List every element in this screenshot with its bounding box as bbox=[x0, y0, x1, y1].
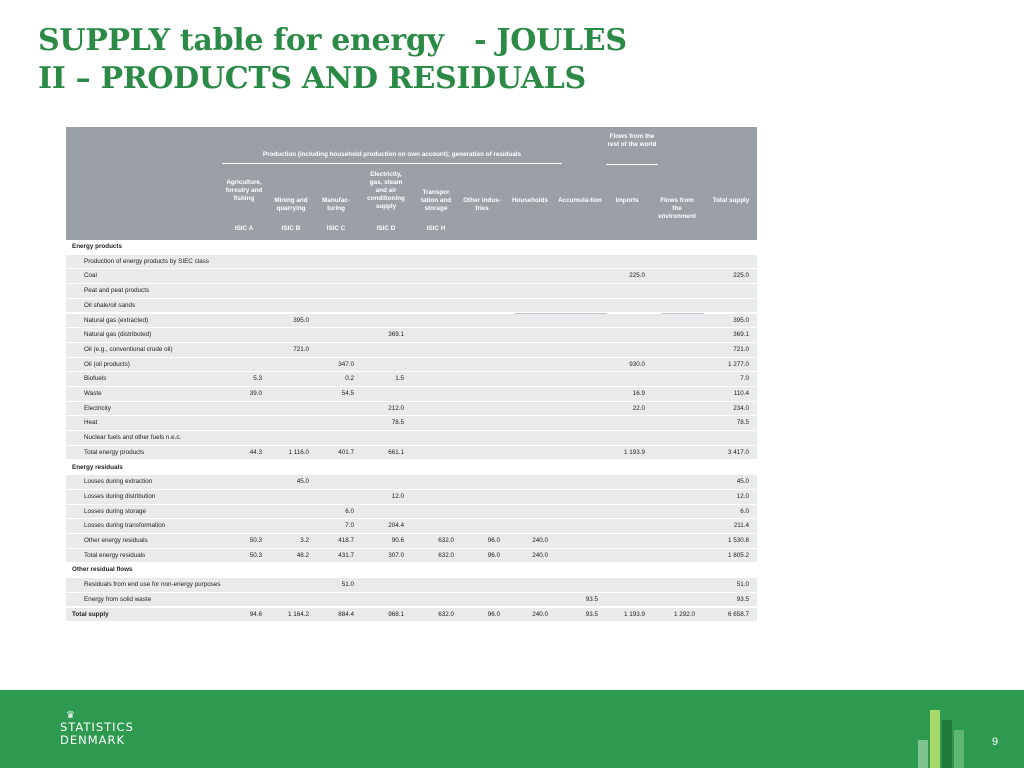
table-cell: 225.0 bbox=[629, 272, 645, 280]
table-cell: 204.4 bbox=[388, 522, 404, 530]
table-row bbox=[66, 328, 757, 343]
row-label: Losses during extraction bbox=[84, 478, 153, 486]
table-cell: 7.0 bbox=[345, 522, 354, 530]
table-cell: 234.0 bbox=[733, 404, 749, 412]
row-label: Electricity bbox=[84, 404, 111, 412]
row-label: Energy residuals bbox=[72, 463, 123, 471]
row-label: Other energy residuals bbox=[84, 537, 148, 544]
table-cell: 347.0 bbox=[338, 360, 354, 368]
table-header bbox=[66, 127, 757, 240]
column-header: Imports bbox=[615, 197, 639, 204]
table-cell: 632.0 bbox=[438, 610, 454, 618]
table-cell: 93.5 bbox=[585, 610, 598, 618]
table-row bbox=[66, 578, 757, 593]
table-cell: 1 164.2 bbox=[287, 610, 309, 618]
table-row bbox=[66, 490, 757, 505]
table-cell: 78.5 bbox=[736, 419, 749, 427]
table-cell: 12.0 bbox=[391, 492, 404, 500]
table-row bbox=[66, 519, 757, 534]
table-cell: 50.3 bbox=[249, 551, 262, 559]
table-cell: 39.0 bbox=[249, 390, 262, 397]
table-cell: 110.4 bbox=[733, 390, 749, 397]
supply-table bbox=[66, 127, 757, 636]
row-label: Residuals from end use for non-energy purposes bbox=[84, 581, 221, 589]
row-label: Production of energy products by SIEC class bbox=[84, 257, 209, 265]
isic-code: ISIC D bbox=[376, 225, 396, 232]
table-cell: 96.0 bbox=[487, 551, 500, 559]
table-cell: 48.2 bbox=[296, 551, 309, 559]
row-label: Total supply bbox=[72, 610, 109, 618]
table-cell: 240.0 bbox=[532, 551, 548, 559]
row-label: Total energy products bbox=[84, 448, 145, 456]
page-number: 9 bbox=[992, 736, 999, 748]
table-row bbox=[66, 549, 757, 564]
bar-graphic-bar bbox=[930, 710, 940, 768]
row-label: Losses during distribution bbox=[84, 492, 156, 500]
row-label: Losses during storage bbox=[84, 507, 146, 515]
column-header: Households bbox=[511, 197, 549, 204]
table-row bbox=[66, 563, 757, 578]
row-label: Other residual flows bbox=[72, 566, 133, 574]
table-cell: 418.7 bbox=[338, 537, 354, 544]
table-cell: 1 805.2 bbox=[727, 551, 749, 559]
slide-title-line-1: SUPPLY table for energy - JOULES bbox=[38, 23, 627, 58]
table-row bbox=[66, 446, 757, 461]
isic-code: ISIC C bbox=[326, 225, 346, 232]
footer-bar bbox=[0, 690, 1024, 768]
table-row bbox=[66, 255, 757, 270]
table-row bbox=[66, 284, 757, 299]
table-cell: 211.4 bbox=[733, 522, 749, 530]
row-label: Peat and peat products bbox=[84, 287, 150, 295]
table-row bbox=[66, 372, 757, 387]
table-cell: 395.0 bbox=[293, 316, 309, 324]
isic-code: ISIC A bbox=[234, 225, 254, 232]
table-cell: 1 116.0 bbox=[288, 448, 309, 456]
table-cell: 632.0 bbox=[438, 551, 454, 559]
table-cell: 369.1 bbox=[388, 331, 404, 339]
table-row bbox=[66, 608, 757, 623]
table-cell: 22.0 bbox=[632, 404, 645, 412]
table-row bbox=[66, 343, 757, 358]
table-cell: 44.3 bbox=[249, 448, 262, 456]
row-label: Energy from solid waste bbox=[84, 595, 152, 603]
row-label: Oil (oil products) bbox=[84, 360, 130, 368]
table-row bbox=[66, 461, 757, 476]
statistics-denmark-logo bbox=[60, 710, 134, 747]
row-label: Heat bbox=[84, 419, 98, 427]
table-cell: 721.0 bbox=[293, 345, 309, 353]
column-header: Transpor tation and storage bbox=[420, 189, 452, 212]
table-cell: 369.1 bbox=[733, 331, 749, 339]
table-cell: 1.5 bbox=[395, 375, 404, 383]
table-cell: 51.0 bbox=[341, 581, 354, 589]
table-cell: 1 193.9 bbox=[623, 610, 645, 618]
table-cell: 3.2 bbox=[300, 537, 309, 544]
bar-graphic-bar bbox=[942, 720, 952, 768]
table-cell: 5.3 bbox=[253, 375, 262, 383]
table-cell: 212.0 bbox=[388, 404, 404, 412]
row-label: Waste bbox=[84, 390, 102, 397]
table-cell: 401.7 bbox=[338, 448, 354, 456]
table-cell: 96.0 bbox=[487, 610, 500, 618]
bar-graphic-bar bbox=[918, 740, 928, 768]
row-label: Oil (e.g., conventional crude oil) bbox=[84, 345, 173, 353]
table-cell: 54.5 bbox=[341, 390, 354, 397]
table-row bbox=[66, 475, 757, 490]
table-cell: 632.0 bbox=[438, 537, 454, 544]
row-label: Oil shale/oil sands bbox=[84, 301, 136, 309]
column-header: Electricity, gas, steam and air conditioning supply bbox=[367, 171, 405, 210]
table-cell: 240.0 bbox=[532, 610, 548, 618]
table-cell: 6.0 bbox=[740, 507, 749, 515]
table-cell: 395.0 bbox=[733, 316, 749, 324]
isic-code: ISIC H bbox=[426, 225, 446, 232]
table-cell: 661.1 bbox=[388, 448, 404, 456]
table-cell: 93.5 bbox=[585, 595, 598, 603]
logo-text-line-1: STATISTICS bbox=[60, 720, 134, 734]
table-cell: 884.4 bbox=[338, 610, 354, 618]
row-label: Natural gas (distributed) bbox=[84, 331, 152, 339]
column-header: Other indus-tries bbox=[463, 197, 501, 212]
slide-title bbox=[38, 22, 627, 98]
table-cell: 721.0 bbox=[733, 345, 749, 353]
table-cell: 93.5 bbox=[736, 595, 749, 603]
table-cell: 96.0 bbox=[487, 537, 500, 544]
production-group-header: Production (including household production on own account); generation of residuals bbox=[262, 151, 522, 158]
table-cell: 968.1 bbox=[388, 610, 404, 618]
table-cell: 6 658.7 bbox=[727, 610, 749, 618]
table-row bbox=[66, 387, 757, 402]
table-cell: 431.7 bbox=[338, 551, 354, 559]
table-row bbox=[66, 402, 757, 417]
column-header: Agriculture, forestry and fishing bbox=[225, 179, 263, 202]
table-cell: 90.6 bbox=[391, 537, 404, 544]
table-row bbox=[66, 505, 757, 520]
table-row bbox=[66, 299, 757, 314]
table-cell: 78.5 bbox=[391, 419, 404, 427]
table-cell: 50.3 bbox=[249, 537, 262, 544]
table-cell: 45.0 bbox=[736, 478, 749, 486]
column-header: Accumula-tion bbox=[558, 197, 602, 204]
table-cell: 1 277.0 bbox=[727, 360, 749, 368]
crown-icon: ♛ bbox=[66, 710, 75, 721]
table-row bbox=[66, 431, 757, 446]
table-cell: 12.0 bbox=[736, 492, 749, 500]
table-cell: 3 417.0 bbox=[727, 448, 749, 456]
table-cell: 7.0 bbox=[740, 375, 749, 383]
table-cell: 240.0 bbox=[532, 537, 548, 544]
table-cell: 45.0 bbox=[296, 478, 309, 486]
isic-code: ISIC B bbox=[281, 225, 301, 232]
production-group-rule bbox=[222, 163, 562, 164]
table-cell: 1 530.8 bbox=[727, 537, 749, 544]
column-header: Manufac-turing bbox=[322, 197, 350, 212]
row-label: Total energy residuals bbox=[84, 551, 146, 559]
row-label: Losses during transformation bbox=[84, 522, 166, 530]
table-cell: 225.0 bbox=[733, 272, 749, 280]
column-header: Total supply bbox=[712, 197, 750, 204]
table-cell: 307.0 bbox=[388, 551, 404, 559]
table-cell: 16.9 bbox=[632, 390, 645, 397]
table-row bbox=[66, 240, 757, 255]
table-cell: 94.6 bbox=[249, 610, 262, 618]
bar-graphic-icon bbox=[918, 710, 978, 768]
table-row bbox=[66, 314, 757, 329]
table-row bbox=[66, 593, 757, 608]
table-cell: 6.0 bbox=[345, 507, 354, 515]
slide-title-line-2: II – PRODUCTS AND RESIDUALS bbox=[38, 61, 586, 96]
table-cell: 51.0 bbox=[736, 581, 749, 589]
row-label: Coal bbox=[84, 272, 97, 280]
table-cell: 0.2 bbox=[345, 375, 354, 383]
row-label: Natural gas (extracted) bbox=[84, 316, 149, 324]
table-body bbox=[66, 240, 757, 636]
table-cell: 1 193.9 bbox=[623, 448, 645, 456]
table-row bbox=[66, 358, 757, 373]
row-label: Biofuels bbox=[84, 375, 107, 383]
flows-rest-world-rule bbox=[606, 164, 658, 165]
table-row bbox=[66, 534, 757, 549]
row-label: Nuclear fuels and other fuels n.e.c. bbox=[84, 434, 182, 442]
bar-graphic-bar bbox=[954, 730, 964, 768]
table-row bbox=[66, 416, 757, 431]
column-header: Flows from the environment bbox=[658, 197, 696, 220]
flows-rest-world-header: Flows from the rest of the world bbox=[607, 133, 657, 148]
table-cell: 930.0 bbox=[629, 360, 645, 368]
table-row bbox=[66, 269, 757, 284]
table-cell: 1 292.0 bbox=[673, 610, 695, 618]
logo-text-line-2: DENMARK bbox=[60, 733, 126, 747]
column-header: Mining and quarrying bbox=[274, 197, 308, 212]
row-label: Energy products bbox=[72, 243, 123, 250]
